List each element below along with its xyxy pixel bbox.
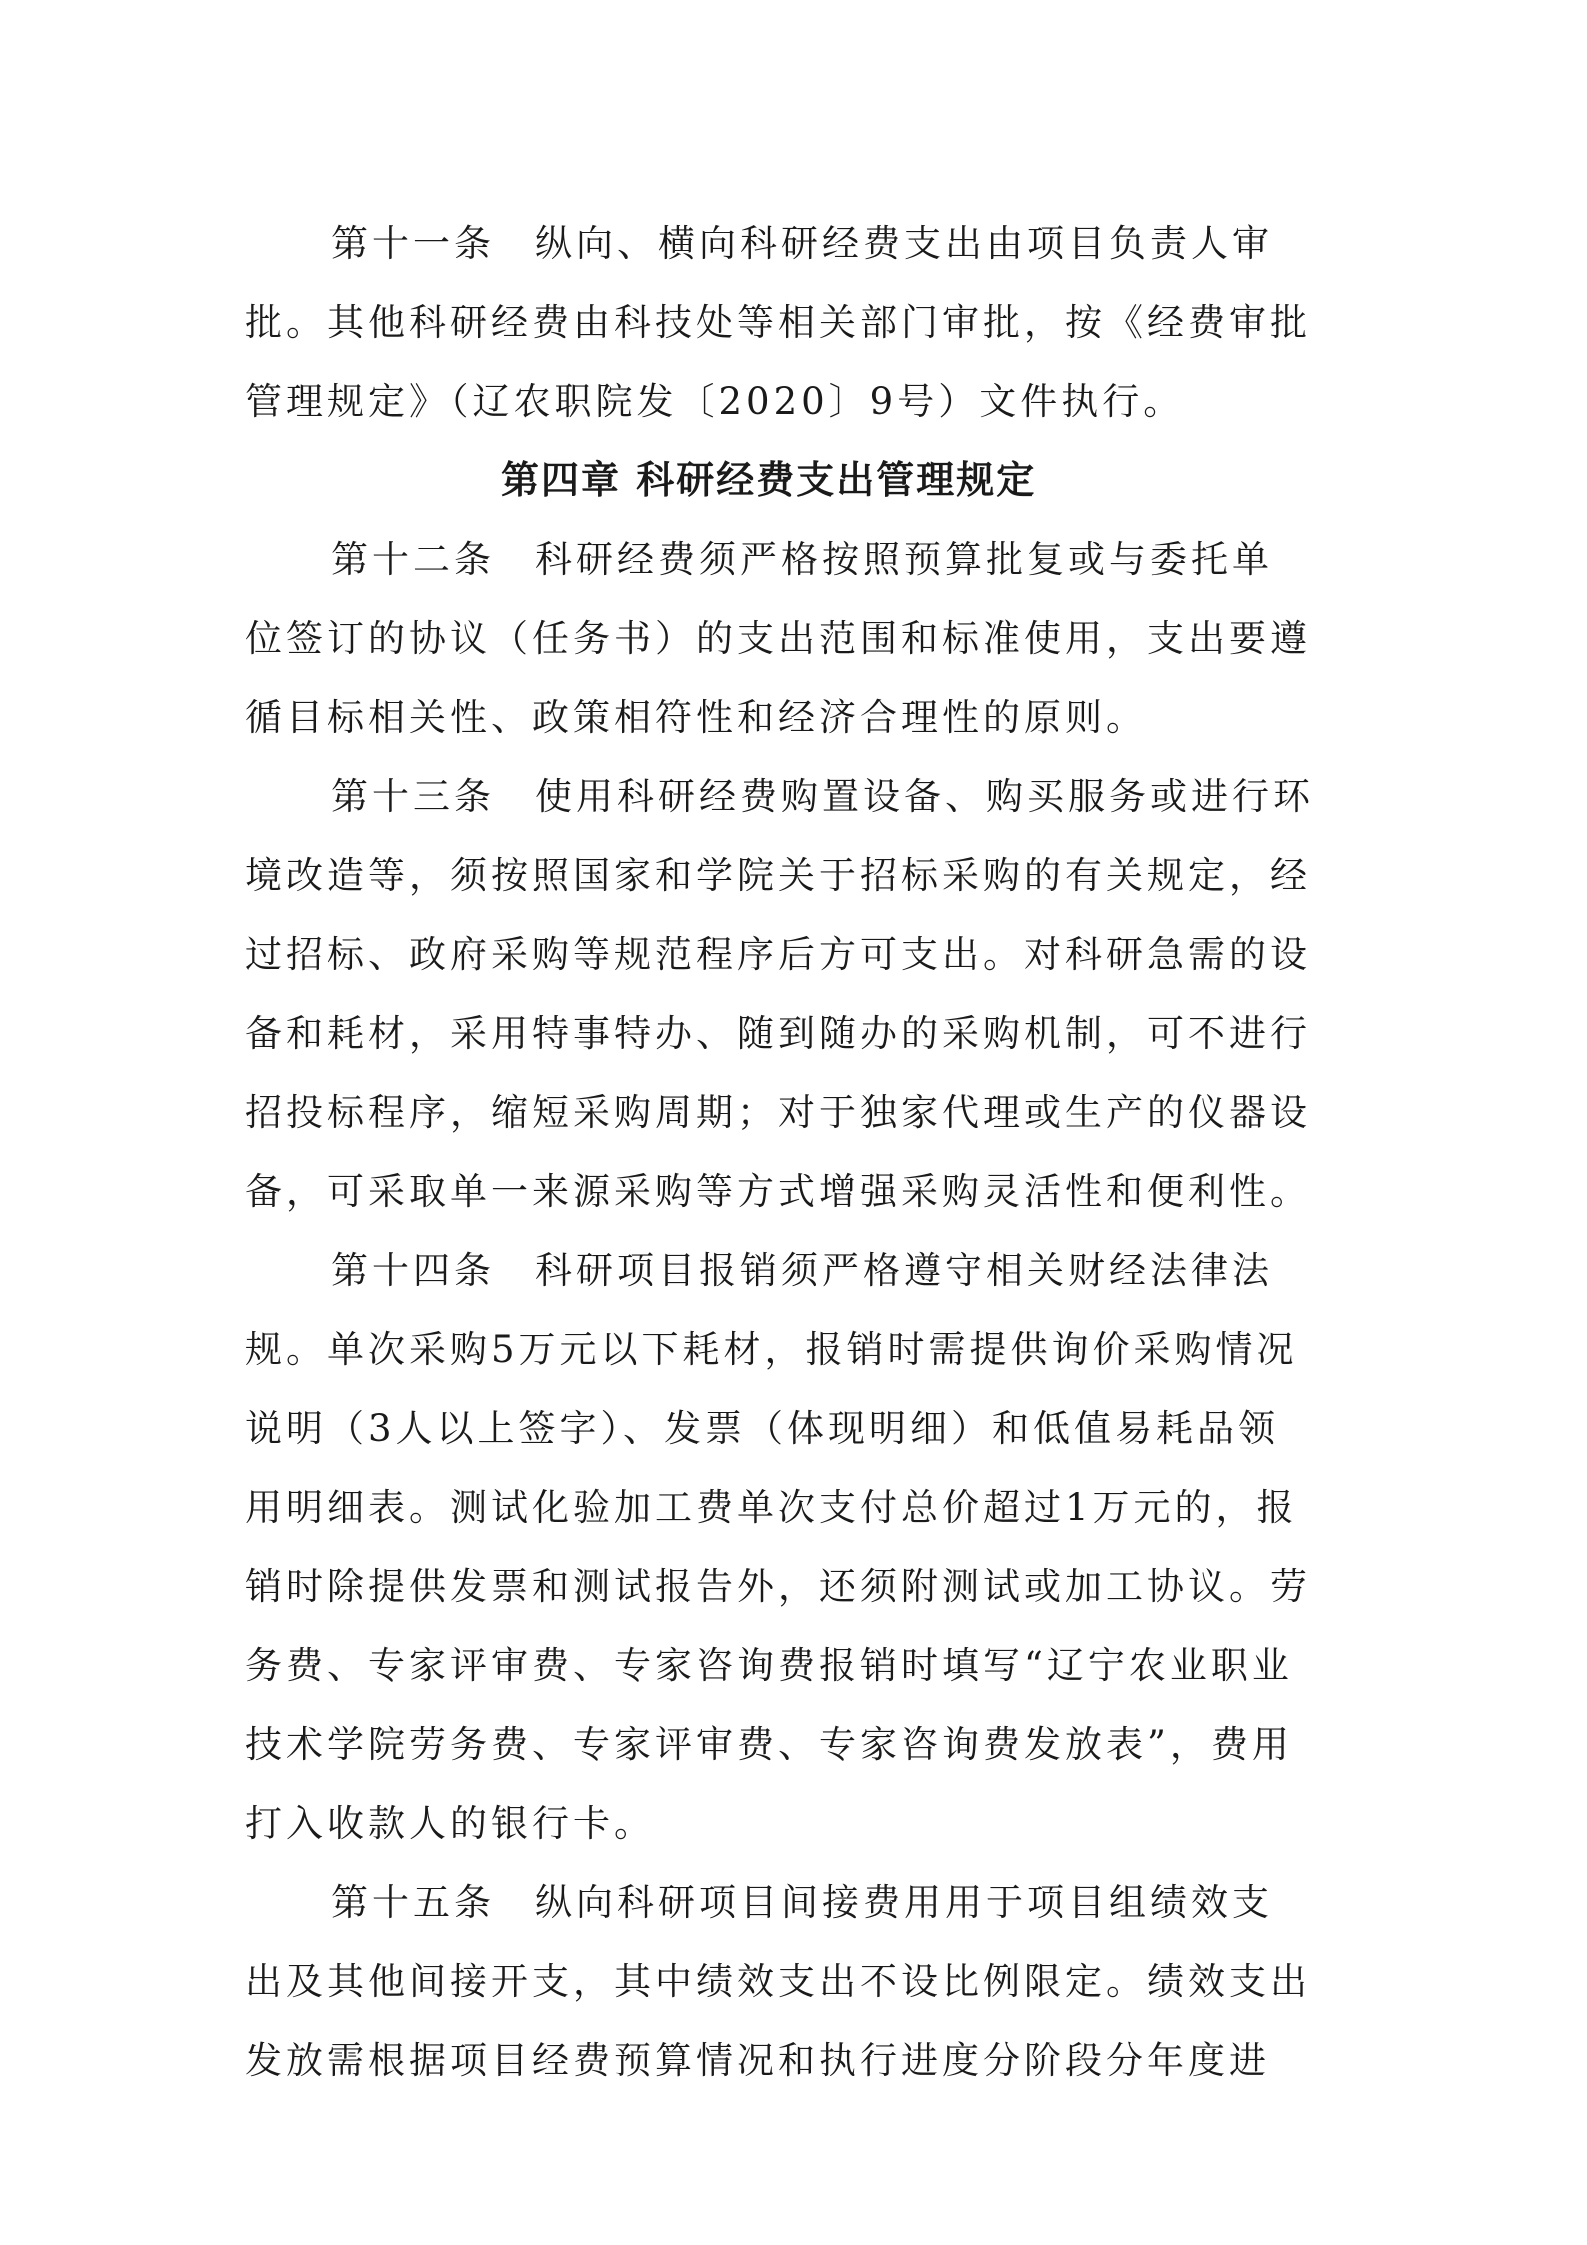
paragraph-line: 循目标相关性、政策相符性和经济合理性的原则。: [245, 696, 1147, 739]
article-number: 第十五条: [331, 1881, 495, 1924]
paragraph-line: 务费、专家评审费、专家咨询费报销时填写“辽宁农业职业: [245, 1644, 1293, 1687]
paragraph-line: 打入收款人的银行卡。: [245, 1802, 655, 1845]
article-number: 第十二条: [331, 538, 495, 581]
article-number: 第十三条: [331, 775, 495, 818]
article-number: 第十一条: [331, 222, 495, 265]
paragraph-line: 备和耗材，采用特事特办、随到随办的采购机制，可不进行: [245, 1012, 1311, 1055]
paragraph-line: 说明（3人以上签字）、发票（体现明细）和低值易耗品领: [245, 1407, 1280, 1450]
document-body: [245, 204, 1345, 2100]
paragraph-line: 备，可采取单一来源采购等方式增强采购灵活性和便利性。: [245, 1170, 1311, 1213]
paragraph-line: [245, 1231, 1345, 1310]
paragraph-line: [245, 520, 1345, 599]
paragraph-line: 规。单次采购5万元以下耗材，报销时需提供询价采购情况: [245, 1328, 1298, 1371]
line-text: 纵向、横向科研经费支出由项目负责人审: [535, 222, 1273, 265]
paragraph-line: [245, 757, 1345, 836]
paragraph-line: 管理规定》（辽农职院发〔2020〕9号）文件执行。: [245, 380, 1185, 423]
paragraph-line: 境改造等，须按照国家和学院关于招标采购的有关规定，经: [245, 854, 1311, 897]
line-text: 使用科研经费购置设备、购买服务或进行环: [535, 775, 1314, 818]
paragraph-line: 发放需根据项目经费预算情况和执行进度分阶段分年度进: [245, 2039, 1270, 2082]
article-number: 第十四条: [331, 1249, 495, 1292]
line-text: 科研项目报销须严格遵守相关财经法律法: [535, 1249, 1273, 1292]
paragraph-line: [245, 204, 1345, 283]
paragraph-line: 招投标程序，缩短采购周期；对于独家代理或生产的仪器设: [245, 1091, 1311, 1134]
paragraph-line: 批。其他科研经费由科技处等相关部门审批，按《经费审批: [245, 301, 1311, 344]
paragraph-line: 销时除提供发票和测试报告外，还须附测试或加工协议。劳: [245, 1565, 1311, 1608]
paragraph-line: 出及其他间接开支，其中绩效支出不设比例限定。绩效支出: [245, 1960, 1311, 2003]
paragraph-line: [245, 1863, 1345, 1942]
paragraph-line: 过招标、政府采购等规范程序后方可支出。对科研急需的设: [245, 933, 1311, 976]
line-text: 科研经费须严格按照预算批复或与委托单: [535, 538, 1273, 581]
paragraph-line: 技术学院劳务费、专家评审费、专家咨询费发放表”，费用: [245, 1723, 1293, 1766]
paragraph-line: 位签订的协议（任务书）的支出范围和标准使用，支出要遵: [245, 617, 1311, 660]
paragraph-line: 用明细表。测试化验加工费单次支付总价超过1万元的，报: [245, 1486, 1298, 1529]
chapter-heading: 第四章 科研经费支出管理规定: [501, 458, 1037, 502]
line-text: 纵向科研项目间接费用用于项目组绩效支: [535, 1881, 1273, 1924]
